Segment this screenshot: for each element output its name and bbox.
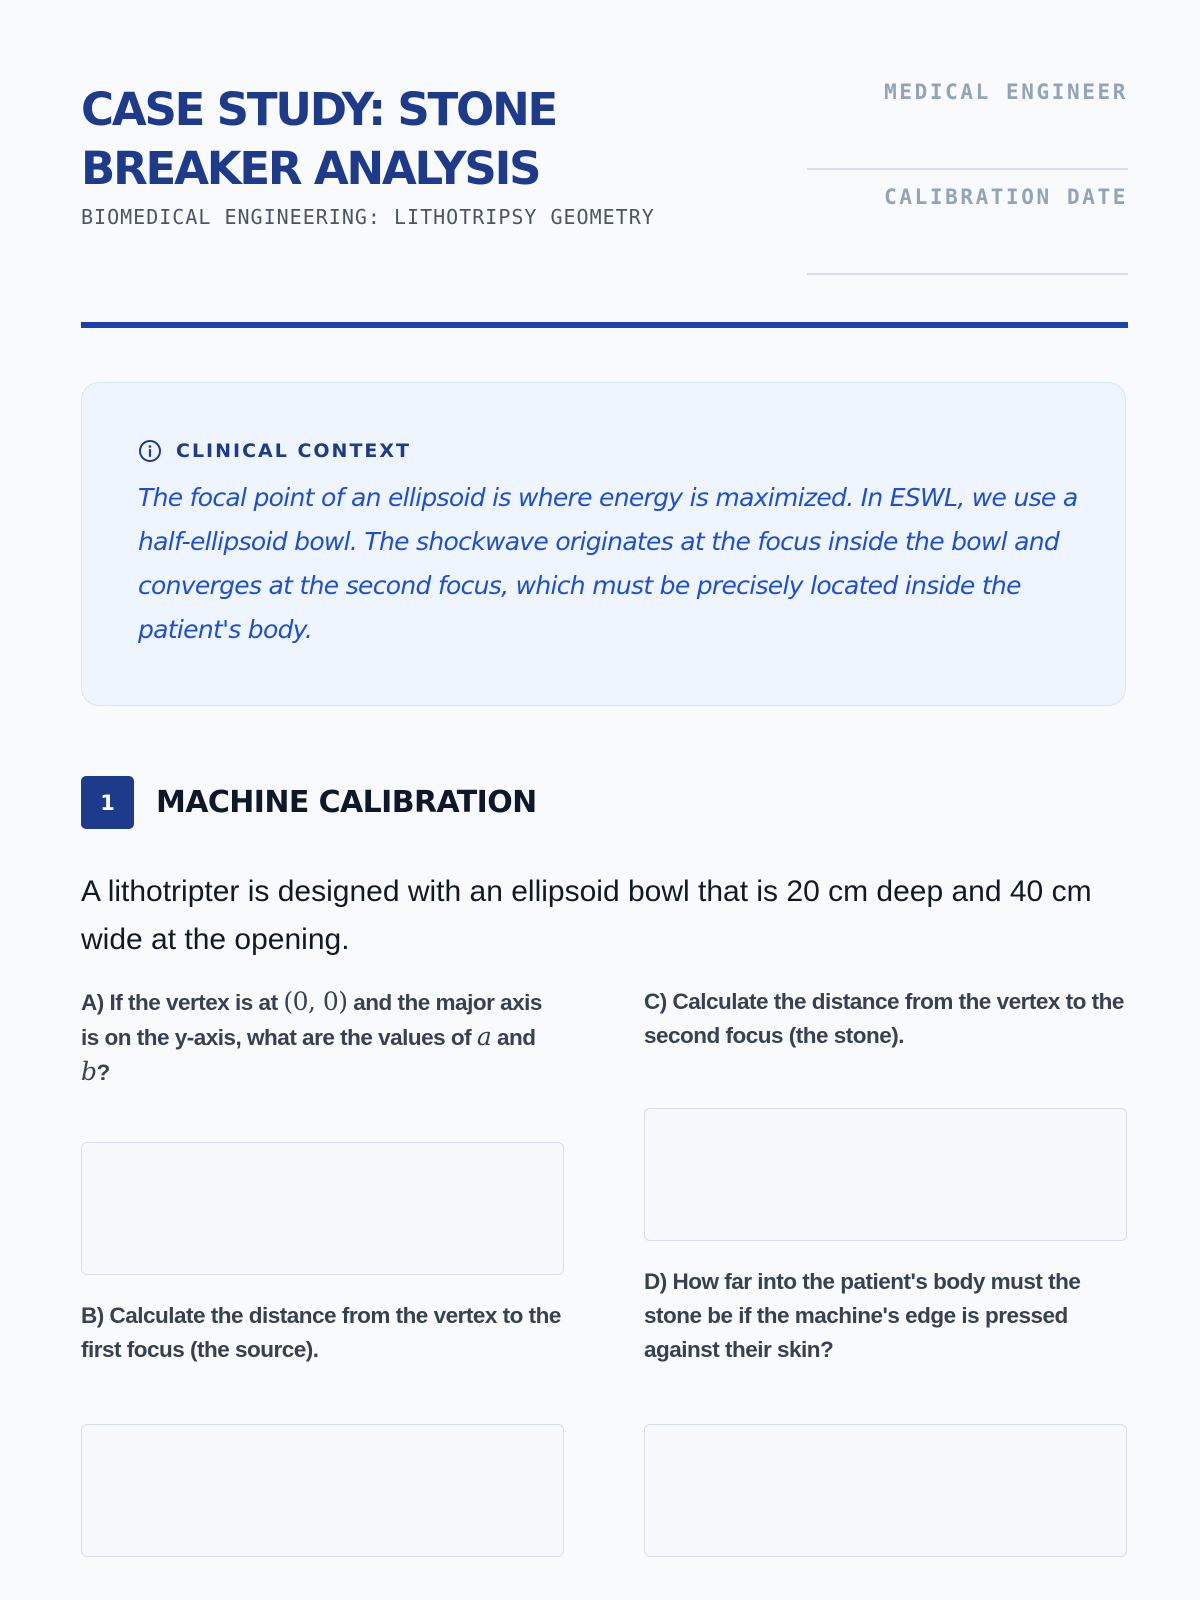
medical-engineer-label: MEDICAL ENGINEER (884, 80, 1128, 104)
page-title: CASE STUDY: STONE BREAKER ANALYSIS (81, 83, 557, 195)
question-c: C) Calculate the distance from the vertex to the second focus (the stone). (644, 989, 1124, 1048)
calibration-date-line[interactable] (807, 273, 1128, 275)
section-title: MACHINE CALIBRATION (156, 785, 537, 820)
page-subtitle: BIOMEDICAL ENGINEERING: LITHOTRIPSY GEOMETRY (81, 205, 655, 229)
question-a-var-b: b (81, 1057, 97, 1086)
clinical-context-card (81, 382, 1126, 706)
question-d: D) How far into the patient's body must the stone be if the machine's edge is pressed against their skin? (644, 1269, 1081, 1362)
question-a-text-1: A) If the vertex is at (81, 990, 284, 1015)
medical-engineer-line[interactable] (807, 168, 1128, 170)
section-number-badge: 1 (81, 776, 134, 829)
answer-box-b[interactable] (81, 1424, 564, 1557)
clinical-context-text: The focal point of an ellipsoid is where energy is maximized. In ESWL, we use a half-ellipsoid bowl. The shockwave originates at the focus inside the bowl and converges at the second focus, which must be precisely located inside the patient's body. (138, 483, 1078, 644)
answer-box-c[interactable] (644, 1108, 1127, 1241)
question-a-text-4: ? (96, 1060, 110, 1085)
question-a-text-2: and the major axis is on the y-axis, what are the values of (81, 990, 542, 1050)
medical-engineer-field[interactable] (807, 80, 1128, 104)
question-a-text-3: and (491, 1025, 536, 1050)
info-icon (138, 439, 162, 463)
calibration-date-label: CALIBRATION DATE (884, 185, 1128, 209)
section-header (81, 776, 537, 829)
calibration-date-field[interactable] (807, 185, 1128, 209)
section-intro: A lithotripter is designed with an ellipsoid bowl that is 20 cm deep and 40 cm wide at the opening. (81, 875, 1092, 956)
question-a (81, 985, 561, 1090)
question-a-vertex: (0, 0) (283, 987, 348, 1016)
question-a-var-a: a (476, 1022, 492, 1051)
clinical-context-title: CLINICAL CONTEXT (176, 440, 412, 462)
worksheet-page (81, 0, 1128, 1600)
header-divider (81, 322, 1128, 328)
clinical-context-header (138, 439, 411, 463)
answer-box-d[interactable] (644, 1424, 1127, 1557)
question-b: B) Calculate the distance from the vertex to the first focus (the source). (81, 1303, 561, 1362)
answer-box-a[interactable] (81, 1142, 564, 1275)
